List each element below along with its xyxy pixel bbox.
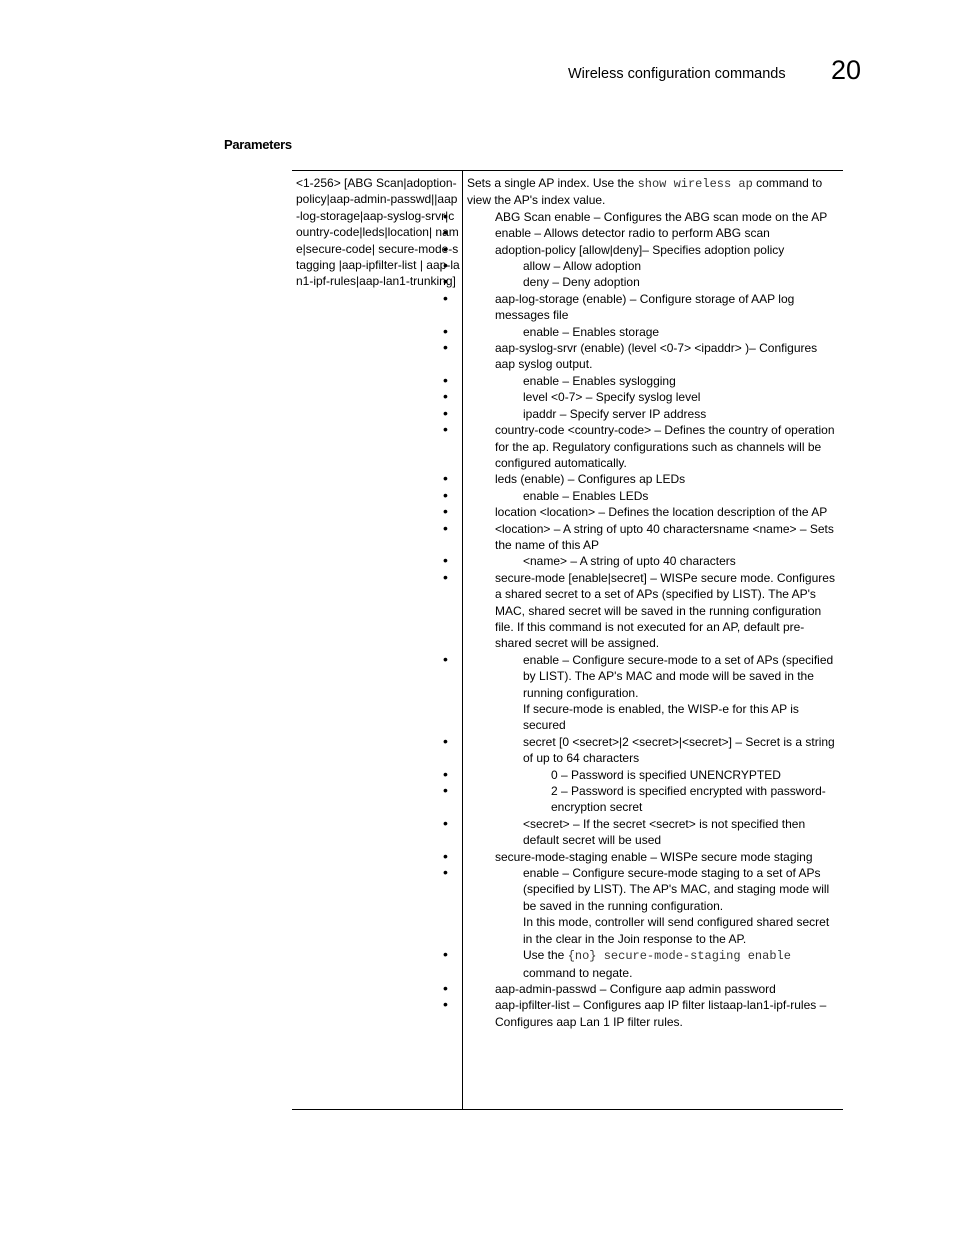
bullet-item: • <secret> – If the secret <secret> is not specified then default secret will be used: [467, 816, 839, 849]
bullet-item: • enable – Configure secure-mode staging to a set of APs (specified by LIST). The AP's MAC, and staging mode will be saved in the running configuration.: [467, 865, 839, 914]
bullet-item: • 2 – Password is specified encrypted with password-encryption secret: [467, 783, 839, 816]
bullet-item: • adoption-policy [allow|deny]– Specifies adoption policy: [467, 242, 839, 258]
bullet-item: • enable – Enables syslogging: [467, 373, 839, 389]
intro-text: Sets a single AP index. Use the show wireless ap command to view the AP's index value.: [467, 176, 823, 208]
bullet-item: • <name> – A string of upto 40 characters: [467, 553, 839, 569]
bullet-item: • secure-mode-staging enable – WISPe secure mode staging: [467, 849, 839, 865]
bullet-item: • enable – Enables storage: [467, 324, 839, 340]
section-heading: Parameters: [224, 137, 292, 152]
bullet-item: • allow – Allow adoption: [467, 258, 839, 274]
bullet-item: • deny – Deny adoption: [467, 274, 839, 290]
bullet-item: • <location> – A string of upto 40 charactersname <name> – Sets the name of this AP: [467, 521, 839, 554]
bullet-item: • enable – Allows detector radio to perform ABG scan: [467, 225, 839, 241]
bullet-item: • location <location> – Defines the location description of the AP: [467, 504, 839, 520]
bullet-item: • 0 – Password is specified UNENCRYPTED: [467, 767, 839, 783]
bullet-item: • aap-admin-passwd – Configure aap admin password: [467, 981, 839, 997]
inline-code: show wireless ap: [637, 177, 753, 191]
bullet-item: • leds (enable) – Configures ap LEDs: [467, 471, 839, 487]
bullet-item: • country-code <country-code> – Defines the country of operation for the ap. Regulatory configurations such as channels will be configured automatically.: [467, 422, 839, 471]
bullet-item: • ipaddr – Specify server IP address: [467, 406, 839, 422]
parameter-description: [467, 175, 839, 1030]
bullet-item: • level <0-7> – Specify syslog level: [467, 389, 839, 405]
inline-code: {no} secure-mode-staging enable: [567, 949, 791, 964]
list-note: In this mode, controller will send configured shared secret in the clear in the Join response to the AP.: [523, 915, 830, 946]
bullet-item: • aap-log-storage (enable) – Configure storage of AAP log messages file: [467, 291, 839, 324]
bullet-item: • secure-mode [enable|secret] – WISPe secure mode. Configures a shared secret to a set of APs (specified by LIST). The AP's MAC, shared secret will be saved in the running configuration file. If this command is not executed for an AP, default pre-shared secret will be assigned.: [467, 570, 839, 652]
bullet-item: • enable – Configure secure-mode to a set of APs (specified by LIST). The AP's MAC and mode will be saved in the running configuration.: [467, 652, 839, 701]
chapter-number: 20: [831, 55, 862, 85]
bullet-item: • ABG Scan enable – Configures the ABG scan mode on the AP: [467, 209, 839, 225]
bullet-item: • enable – Enables LEDs: [467, 488, 839, 504]
parameter-syntax: <1-256> [ABG Scan|adoption-policy|aap-admin-passwd||aap-log-storage|aap-syslog-srvr|country-code|leds|location| name|secure-code| secure-mode-stagging |aap-ipfilter-list | aap-lan1-ipf-rules|aap-lan1-trunking]: [296, 176, 460, 289]
parameters-table: [292, 170, 843, 1110]
list-note: If secure-mode is enabled, the WISP-e for this AP is secured: [523, 702, 799, 733]
bullet-item: • aap-ipfilter-list – Configures aap IP filter listaap-lan1-ipf-rules – Configures aap Lan 1 IP filter rules.: [467, 997, 839, 1030]
column-divider: [462, 171, 463, 1109]
running-header-title: Wireless configuration commands: [568, 66, 786, 82]
bullet-item: • Use the {no} secure-mode-staging enable command to negate.: [467, 947, 839, 981]
bullet-item: • aap-syslog-srvr (enable) (level <0-7> <ipaddr> )– Configures aap syslog output.: [467, 340, 839, 373]
bullet-item: • secret [0 <secret>|2 <secret>|<secret>] – Secret is a string of up to 64 characters: [467, 734, 839, 767]
